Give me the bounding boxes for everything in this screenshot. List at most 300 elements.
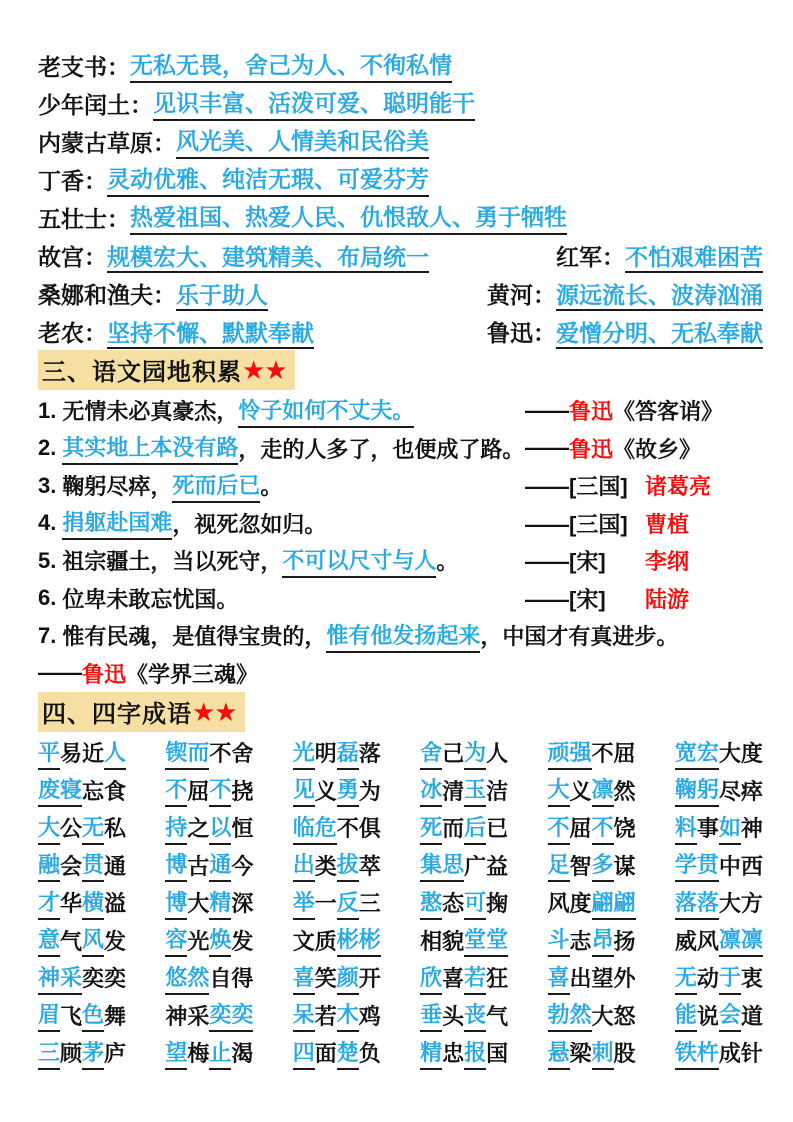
idiom-char: 忘: [82, 778, 105, 804]
trait-label: 老支书：: [38, 53, 130, 80]
idiom-char-highlighted: 贯: [82, 848, 104, 882]
idiom-char: 已: [486, 816, 509, 842]
trait-line: [38, 312, 763, 350]
idiom-char-highlighted: 博: [165, 848, 187, 882]
idiom-cell: [548, 772, 636, 810]
trait-label: 鲁迅：: [487, 319, 556, 346]
idiom-cell: [165, 772, 253, 810]
quote-number: 4.: [38, 510, 57, 536]
idiom-char: 近: [82, 741, 105, 767]
trait-left: [38, 277, 268, 310]
idiom-char: 公: [60, 816, 83, 842]
quote-text: 怜子如何不丈夫。: [238, 394, 414, 428]
idiom-char: 自: [209, 966, 232, 992]
section3-header: [38, 354, 763, 386]
trait-label: 故宫：: [38, 243, 107, 270]
trait-line: [38, 122, 763, 160]
idiom-char: 类: [314, 853, 337, 879]
idiom-cell: [165, 959, 253, 997]
idiom-char-highlighted: 才: [38, 886, 60, 920]
star-icons: ★★: [192, 696, 237, 727]
idiom-cell: [420, 847, 508, 885]
idiom-char: 深: [231, 891, 254, 917]
idiom-char-highlighted: 平: [38, 736, 60, 770]
idiom-char-highlighted: 风: [82, 923, 104, 957]
quotes-section: [38, 392, 763, 655]
idiom-char-highlighted: 集: [420, 848, 442, 882]
idiom-cell: [165, 997, 253, 1035]
idiom-char-highlighted: 而: [187, 736, 209, 770]
attribution-dash: ——: [525, 397, 569, 423]
idiom-char: 衷: [740, 966, 763, 992]
idiom-char: 广: [464, 853, 487, 879]
idiom-char-highlighted: 锲: [165, 736, 187, 770]
idiom-char-highlighted: 悠: [165, 961, 187, 995]
idiom-char-highlighted: 人: [104, 736, 126, 770]
idiom-char: 气: [486, 1003, 509, 1029]
idiom-char: 古: [187, 853, 210, 879]
idiom-char-highlighted: 意: [38, 923, 60, 957]
idiom-char: 然: [613, 778, 636, 804]
idiom-char-highlighted: 颜: [337, 961, 359, 995]
idiom-cell: [548, 1034, 636, 1072]
idiom-char-highlighted: 不: [209, 773, 231, 807]
idiom-cell: [293, 847, 381, 885]
idiom-char-highlighted: 凛: [719, 923, 741, 957]
idiom-char-highlighted: 后: [464, 811, 486, 845]
trait-value: 灵动优雅、纯洁无瑕、可爱芬芳: [107, 161, 429, 197]
idiom-char: 饶: [613, 816, 636, 842]
quote-number: 6.: [38, 585, 57, 611]
character-traits-section: [38, 46, 763, 350]
author-name: 诸葛亮: [645, 474, 712, 500]
idiom-cell: [675, 1034, 763, 1072]
idiom-char-highlighted: 不: [592, 811, 614, 845]
idiom-cell: [38, 997, 126, 1035]
idiom-cell: [293, 1034, 381, 1072]
idiom-char: 义: [314, 778, 337, 804]
idiom-char-highlighted: 融: [38, 848, 60, 882]
idiom-char: 笑: [314, 966, 337, 992]
idiom-char-highlighted: 落: [697, 886, 719, 920]
idiom-cell: [420, 809, 508, 847]
idiom-cell: [675, 959, 763, 997]
idiom-char: 明: [314, 741, 337, 767]
idiom-char: 志: [569, 928, 592, 954]
idiom-char-highlighted: 通: [209, 848, 231, 882]
quote-text: 其实地上本没有路: [62, 431, 238, 465]
idiom-char: 动: [696, 966, 719, 992]
idiom-char: 食: [104, 778, 127, 804]
idiom-char-highlighted: 宽: [675, 736, 697, 770]
trait-label: 桑娜和渔夫：: [38, 281, 176, 308]
idiom-char-highlighted: 止: [209, 1036, 231, 1070]
idiom-char-highlighted: 若: [464, 961, 486, 995]
section4-header: [38, 696, 763, 728]
idiom-char: 采: [187, 1003, 210, 1029]
idiom-char: 中: [718, 853, 741, 879]
idiom-cell: [38, 847, 126, 885]
idiom-char-highlighted: 眉: [38, 998, 60, 1032]
trait-line: [38, 236, 763, 274]
author-name: 陆游: [645, 586, 690, 612]
idiom-char-highlighted: 采: [60, 961, 82, 995]
idiom-char-highlighted: 舍: [420, 736, 442, 770]
idiom-char-highlighted: 无: [82, 811, 104, 845]
idiom-cell: [38, 772, 126, 810]
quote-item: [38, 542, 763, 580]
idiom-char: 掬: [486, 891, 509, 917]
idiom-char-highlighted: 喜: [548, 961, 570, 995]
idiom-char-highlighted: 举: [293, 886, 315, 920]
idiom-char-highlighted: 勇: [337, 773, 359, 807]
quote-item: [38, 392, 763, 430]
idiom-char-highlighted: 憨: [420, 886, 442, 920]
quote-attribution: [525, 505, 689, 543]
idiom-char: 大: [591, 1003, 614, 1029]
idiom-cell: [548, 847, 636, 885]
idiom-char: 发: [231, 928, 254, 954]
idiom-char-highlighted: 为: [464, 736, 486, 770]
idiom-cell: [420, 1034, 508, 1072]
quote-number: 1.: [38, 397, 57, 423]
idiom-char: 会: [60, 853, 83, 879]
idiom-char: 义: [569, 778, 592, 804]
quote-attribution: [525, 430, 701, 468]
idiom-char: 神: [740, 816, 763, 842]
idiom-char: 发: [104, 928, 127, 954]
idiom-cell: [293, 772, 381, 810]
idiom-char: 清: [442, 778, 465, 804]
idiom-char: 为: [358, 778, 381, 804]
idiom-char: 狂: [486, 966, 509, 992]
idiom-char: 梁: [569, 1041, 592, 1067]
idiom-char-highlighted: 喜: [293, 961, 315, 995]
idiom-cell: [420, 772, 508, 810]
quote-item: [38, 505, 763, 543]
author-name: 鲁迅: [569, 436, 614, 462]
idiom-char-highlighted: 光: [293, 736, 315, 770]
idiom-char: 今: [231, 853, 254, 879]
idiom-char: 不: [591, 741, 614, 767]
quote-attribution: [525, 467, 711, 505]
quote-text: 鞠躬尽瘁，: [62, 474, 173, 500]
idiom-cell: [420, 734, 508, 772]
idiom-cell: [548, 734, 636, 772]
idiom-cell: [293, 922, 381, 960]
idiom-char: 俱: [358, 816, 381, 842]
idiom-char-highlighted: 茅: [82, 1036, 104, 1070]
idiom-char: 光: [187, 928, 210, 954]
section4-highlight: [38, 692, 245, 732]
quote-text: 祖宗疆土，当以死守，: [62, 549, 283, 575]
idiom-char-highlighted: 楚: [337, 1036, 359, 1070]
trait-right: [556, 239, 763, 272]
attribution-dash: ——[三国]: [525, 511, 628, 537]
idiom-char-highlighted: 翩: [592, 886, 614, 920]
idiom-char: 大: [718, 741, 741, 767]
idiom-char: 大: [187, 891, 210, 917]
idiom-char-highlighted: 如: [719, 811, 741, 845]
idiom-char: 国: [486, 1041, 509, 1067]
idiom-char-highlighted: 冰: [420, 773, 442, 807]
idiom-char-highlighted: 持: [165, 811, 187, 845]
attribution-dash: ——: [38, 660, 82, 686]
idiom-char-highlighted: 磊: [337, 736, 359, 770]
author-name: 曹植: [645, 511, 690, 537]
trait-line: [38, 274, 763, 312]
attribution-dash: ——[宋]: [525, 549, 606, 575]
idiom-cell: [675, 809, 763, 847]
idiom-char-highlighted: 色: [82, 998, 104, 1032]
idiom-char-highlighted: 拔: [337, 848, 359, 882]
trait-label: 黄河：: [487, 281, 556, 308]
idiom-char: 怒: [613, 1003, 636, 1029]
idiom-char: 渴: [231, 1041, 254, 1067]
idiom-char: 成: [718, 1041, 741, 1067]
section3-title: 三、语文园地积累: [42, 359, 242, 386]
quote-text: 捐躯赴国难: [62, 506, 172, 540]
idiom-char: 态: [442, 891, 465, 917]
idiom-char-highlighted: 以: [209, 811, 231, 845]
trait-line: [38, 84, 763, 122]
idiom-char: 尽: [718, 778, 741, 804]
idiom-char: 而: [442, 816, 465, 842]
idiom-char-highlighted: 多: [592, 848, 614, 882]
idiom-cell: [165, 847, 253, 885]
idiom-char: 飞: [60, 1003, 83, 1029]
idiom-char: 风: [547, 891, 570, 917]
idiom-char: 西: [740, 853, 763, 879]
idiom-char-highlighted: 奕: [209, 998, 231, 1032]
idiom-char: 相: [420, 928, 443, 954]
idiom-char-highlighted: 出: [293, 848, 315, 882]
idiom-cell: [548, 997, 636, 1035]
quote-text: 死而后已: [172, 469, 260, 503]
idiom-char-highlighted: 博: [165, 886, 187, 920]
idiom-char-highlighted: 焕: [209, 923, 231, 957]
idiom-char-highlighted: 不: [548, 811, 570, 845]
idiom-cell: [420, 922, 508, 960]
idiom-cell: [548, 884, 636, 922]
idiom-char-highlighted: 可: [464, 886, 486, 920]
idiom-char-highlighted: 望: [165, 1036, 187, 1070]
attribution-dash: ——: [525, 435, 569, 461]
idiom-char: 智: [569, 853, 592, 879]
idiom-char-highlighted: 强: [570, 736, 592, 770]
idiom-char: 气: [60, 928, 83, 954]
idiom-char: 大: [718, 891, 741, 917]
idiom-char-highlighted: 无: [675, 961, 697, 995]
idiom-char: 鸡: [358, 1003, 381, 1029]
idiom-char: 挠: [231, 778, 254, 804]
idiom-char-highlighted: 会: [719, 998, 741, 1032]
idiom-char-highlighted: 不: [165, 773, 187, 807]
idiom-char-highlighted: 翩: [614, 886, 636, 920]
idiom-cell: [38, 922, 126, 960]
idiom-char-highlighted: 丧: [464, 998, 486, 1032]
idiom-char-highlighted: 料: [675, 811, 697, 845]
idiom-char-highlighted: 危: [315, 811, 337, 845]
trait-value: 源远流长、波涛汹涌: [556, 282, 763, 311]
quote-item: [38, 467, 763, 505]
star-icons: ★★: [242, 354, 287, 385]
idiom-char: 说: [696, 1003, 719, 1029]
quote-number: 2.: [38, 435, 57, 461]
idiom-char-highlighted: 呆: [293, 998, 315, 1032]
idiom-cell: [293, 809, 381, 847]
idiom-char-highlighted: 宏: [697, 736, 719, 770]
idiom-char-highlighted: 精: [209, 886, 231, 920]
quote-text: 惟有民魂，是值得宝贵的，: [62, 624, 327, 650]
author-name: 鲁迅: [82, 661, 127, 687]
quote-attribution: [525, 580, 689, 618]
section4-title: 四、四字成语: [42, 701, 192, 728]
quote-text: ，走的人多了，也便成了路。: [238, 436, 525, 462]
idiom-cell: [548, 809, 636, 847]
idiom-char-highlighted: 杵: [697, 1036, 719, 1070]
idiom-cell: [293, 997, 381, 1035]
idiom-char: 萃: [358, 853, 381, 879]
idiom-char: 屈: [613, 741, 636, 767]
idiom-char: 开: [358, 966, 381, 992]
trait-value: 见识丰富、活泼可爱、聪明能干: [153, 85, 475, 121]
idiom-char: 瘁: [740, 778, 763, 804]
idiom-char: 股: [613, 1041, 636, 1067]
idiom-char-highlighted: 躬: [697, 773, 719, 807]
idiom-char: 人: [486, 741, 509, 767]
idiom-char-highlighted: 容: [165, 923, 187, 957]
quote-attribution: [525, 392, 723, 430]
idiom-char: 谋: [613, 853, 636, 879]
trait-label: 丁香：: [38, 167, 107, 194]
idiom-char: 溢: [104, 891, 127, 917]
idiom-char-highlighted: 贯: [697, 848, 719, 882]
idiom-char-highlighted: 堂: [464, 923, 486, 957]
idiom-char: 易: [60, 741, 83, 767]
idiom-char-highlighted: 足: [548, 848, 570, 882]
idiom-char: 事: [696, 816, 719, 842]
trait-value: 无私无畏，舍己为人、不徇私情: [130, 47, 452, 83]
idiom-cell: [293, 734, 381, 772]
idiom-cell: [38, 809, 126, 847]
idiom-char: 三: [358, 891, 381, 917]
idiom-grid: [38, 734, 763, 1072]
quote-text: 。: [260, 474, 283, 500]
idiom-char-highlighted: 勃: [548, 998, 570, 1032]
idiom-char: 貌: [442, 928, 465, 954]
work-title: 《答客诮》: [613, 399, 724, 425]
idiom-char-highlighted: 然: [187, 961, 209, 995]
idiom-char: 面: [314, 1041, 337, 1067]
idiom-char-highlighted: 废: [38, 773, 60, 807]
work-title: 《故乡》: [613, 436, 702, 462]
author-name: 李纲: [645, 549, 690, 575]
idiom-cell: [38, 959, 126, 997]
idiom-char: 屈: [569, 816, 592, 842]
trait-label: 红军：: [556, 243, 625, 270]
idiom-char: 洁: [486, 778, 509, 804]
idiom-cell: [165, 809, 253, 847]
idiom-char-highlighted: 顽: [548, 736, 570, 770]
idiom-char: 不: [336, 816, 359, 842]
idiom-char-highlighted: 悬: [548, 1036, 570, 1070]
idiom-char-highlighted: 见: [293, 773, 315, 807]
idiom-cell: [675, 884, 763, 922]
idiom-char: 奕: [104, 966, 127, 992]
idiom-char: 文: [292, 928, 315, 954]
idiom-char-highlighted: 四: [293, 1036, 315, 1070]
idiom-char-highlighted: 斗: [548, 923, 570, 957]
quote-item: [38, 617, 763, 655]
idiom-cell: [165, 734, 253, 772]
trait-value: 规模宏大、建筑精美、布局统一: [107, 244, 429, 273]
trait-left: [38, 239, 429, 272]
idiom-char-highlighted: 大: [38, 811, 60, 845]
idiom-char: 扬: [613, 928, 636, 954]
work-title: 《学界三魂》: [126, 661, 259, 687]
idiom-char-highlighted: 玉: [464, 773, 486, 807]
attribution-dash: ——[三国]: [525, 474, 628, 500]
author-name: 鲁迅: [569, 399, 614, 425]
quote-item: [38, 430, 763, 468]
idiom-char: 奕: [82, 966, 105, 992]
quote-text: 不可以尺寸与人: [282, 544, 436, 578]
idiom-char-highlighted: 堂: [486, 923, 508, 957]
idiom-cell: [675, 997, 763, 1035]
idiom-cell: [675, 847, 763, 885]
attribution-dash: ——[宋]: [525, 586, 606, 612]
idiom-cell: [165, 922, 253, 960]
idiom-char-highlighted: 报: [464, 1036, 486, 1070]
idiom-char-highlighted: 鞠: [675, 773, 697, 807]
idiom-char: 私: [104, 816, 127, 842]
quote-text: 。: [436, 549, 459, 575]
idiom-char-highlighted: 死: [420, 811, 442, 845]
idiom-char-highlighted: 横: [82, 886, 104, 920]
trait-line: [38, 160, 763, 198]
idiom-char-highlighted: 刺: [592, 1036, 614, 1070]
idiom-char: 舍: [231, 741, 254, 767]
trait-label: 少年闰土：: [38, 91, 153, 118]
idiom-char: 得: [231, 966, 254, 992]
idiom-char-highlighted: 反: [337, 886, 359, 920]
trait-line: [38, 198, 763, 236]
idiom-cell: [675, 734, 763, 772]
idiom-char-highlighted: 三: [38, 1036, 60, 1070]
trait-value: 爱憎分明、无私奉献: [556, 320, 763, 349]
idiom-char-highlighted: 临: [293, 811, 315, 845]
idiom-char-highlighted: 落: [675, 886, 697, 920]
trait-label: 内蒙古草原：: [38, 129, 176, 156]
idiom-char: 之: [187, 816, 210, 842]
idiom-cell: [38, 734, 126, 772]
idiom-char-highlighted: 垂: [420, 998, 442, 1032]
idiom-char: 质: [314, 928, 337, 954]
idiom-char: 外: [613, 966, 636, 992]
quote-attribution: [525, 542, 689, 580]
idiom-char: 望: [591, 966, 614, 992]
idiom-char: 屈: [187, 778, 210, 804]
idiom-char-highlighted: 木: [337, 998, 359, 1032]
idiom-cell: [165, 884, 253, 922]
idiom-cell: [293, 884, 381, 922]
idiom-char: 一: [314, 891, 337, 917]
idiom-char-highlighted: 然: [570, 998, 592, 1032]
trait-label: 老农：: [38, 319, 107, 346]
trait-value: 热爱祖国、热爱人民、仇恨敌人、勇于牺牲: [130, 199, 567, 235]
idiom-char-highlighted: 欣: [420, 961, 442, 995]
